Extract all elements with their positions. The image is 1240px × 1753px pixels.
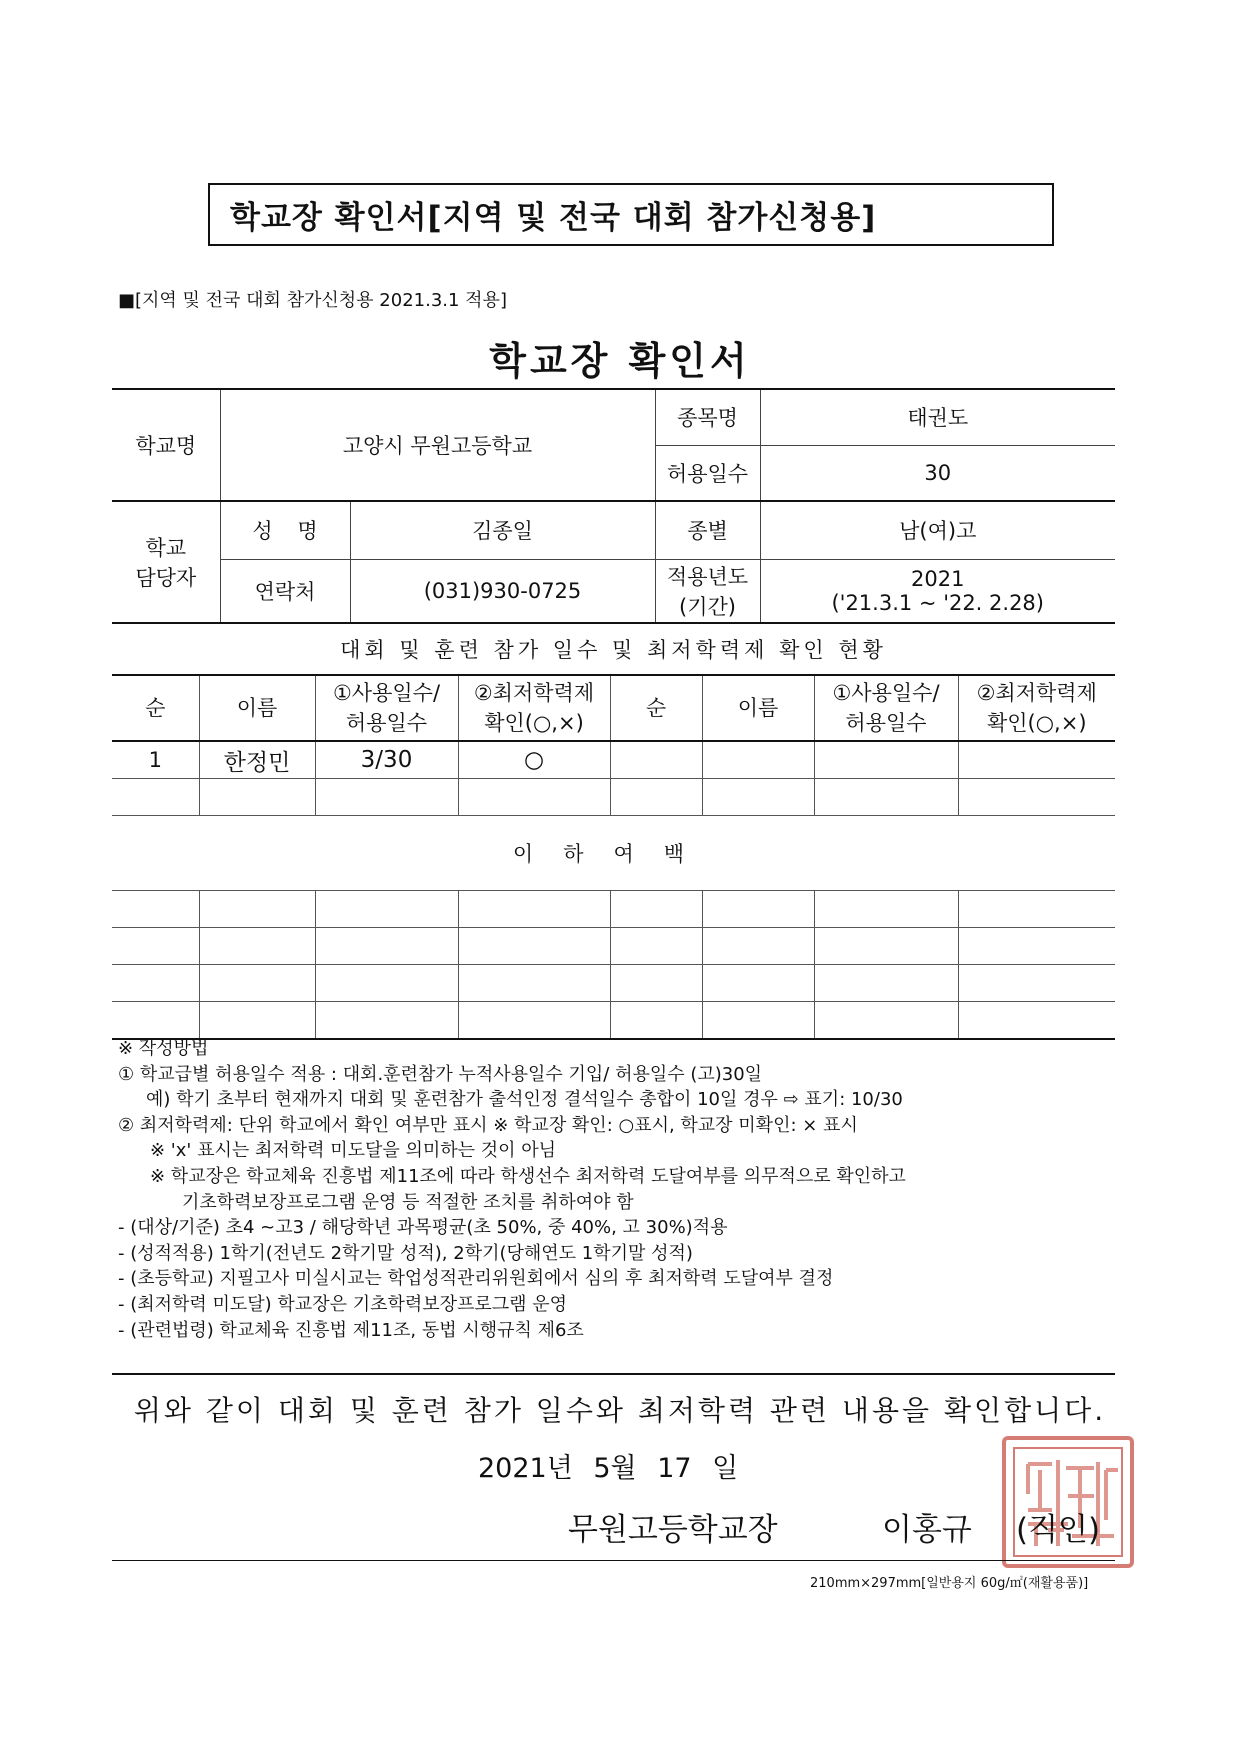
header-used <box>315 675 458 741</box>
table-row <box>112 779 1115 816</box>
phone-value: (031)930-0725 <box>350 559 655 623</box>
header-min <box>458 675 610 741</box>
empty-cell <box>814 1002 958 1040</box>
contact-group-label-line2: 담당자 <box>135 566 197 590</box>
note-line: 기초학력보장프로그램 운영 등 적절한 조치를 취하여야 함 <box>182 1191 634 1213</box>
header-min-2-line2: 확인(○,×) <box>986 711 1087 735</box>
empty-cell <box>315 891 458 928</box>
header-min-line2: 확인(○,×) <box>484 711 584 735</box>
empty-cell <box>610 741 702 779</box>
header-name: 이름 <box>199 675 315 741</box>
empty-cell <box>458 1002 610 1040</box>
year-value <box>760 559 1115 623</box>
empty-cell <box>958 928 1115 965</box>
note-line: - (대상/기준) 초4 ~고3 / 해당학년 과목평균(초 50%, 중 40%, 고 30%)적용 <box>118 1217 728 1239</box>
contact-group-label <box>112 501 220 623</box>
row-min: ○ <box>458 741 610 779</box>
empty-cell <box>702 741 814 779</box>
header-no: 순 <box>112 675 199 741</box>
empty-cell <box>458 928 610 965</box>
empty-cell <box>112 1002 199 1040</box>
empty-cell <box>814 928 958 965</box>
type-label: 종별 <box>655 501 760 559</box>
writing-guide <box>118 1036 1118 1343</box>
note-line: ① 학교급별 허용일수 적용 : 대회.훈련참가 누적사용일수 기입/ 허용일수 (고)30일 <box>118 1063 763 1085</box>
name-label: 성 명 <box>220 501 350 559</box>
empty-cell <box>702 928 814 965</box>
empty-cell <box>958 1002 1115 1040</box>
days-label: 허용일수 <box>655 445 760 501</box>
empty-cell <box>112 965 199 1002</box>
empty-cell <box>814 891 958 928</box>
contact-group-label-line1: 학교 <box>145 536 187 560</box>
participation-table <box>112 674 1115 1040</box>
empty-cell <box>702 1002 814 1040</box>
school-value: 고양시 무원고등학교 <box>220 389 655 501</box>
note-line: ※ 작성방법 <box>118 1038 209 1059</box>
empty-cell <box>199 1002 315 1040</box>
empty-cell <box>315 779 458 816</box>
blank-below-text: 이하여백 <box>112 816 1115 891</box>
empty-cell <box>199 965 315 1002</box>
document-box-title: 학교장 확인서[지역 및 전국 대회 참가신청용] <box>208 183 1054 246</box>
empty-cell <box>958 779 1115 816</box>
year-label-line2: (기간) <box>679 594 736 619</box>
empty-cell <box>958 891 1115 928</box>
divider <box>112 1560 1115 1561</box>
header-used-line1: ①사용일수/ <box>332 681 441 705</box>
header-min-2-line1: ②최저학력제 <box>976 681 1097 705</box>
divider <box>112 1373 1115 1375</box>
header-min-2 <box>958 675 1115 741</box>
empty-cell <box>702 891 814 928</box>
table-row <box>112 741 1115 779</box>
header-used-line2: 허용일수 <box>345 711 428 735</box>
row-name: 한정민 <box>199 741 315 779</box>
empty-cell <box>112 928 199 965</box>
info-table <box>112 388 1115 624</box>
empty-cell <box>199 891 315 928</box>
header-used-2-line1: ①사용일수/ <box>832 681 940 705</box>
header-name-2: 이름 <box>702 675 814 741</box>
section-title: 대회 및 훈련 참가 일수 및 최저학력제 확인 현황 <box>340 638 887 662</box>
empty-cell <box>814 965 958 1002</box>
empty-cell <box>610 965 702 1002</box>
seal-mark: (직인) <box>1016 1512 1101 1548</box>
empty-cell <box>702 965 814 1002</box>
event-label: 종목명 <box>655 389 760 445</box>
note-line: 예) 학기 초부터 현재까지 대회 및 훈련참가 출석인정 결석일수 총합이 10일 경우 ⇨ 표기: 10/30 <box>146 1089 903 1111</box>
phone-label: 연락처 <box>220 559 350 623</box>
empty-cell <box>610 928 702 965</box>
header-note: ■[지역 및 전국 대회 참가신청용 2021.3.1 적용] <box>118 290 507 311</box>
empty-cell <box>610 891 702 928</box>
note-line: ※ 'x' 표시는 최저학력 미도달을 의미하는 것이 아님 <box>150 1140 557 1162</box>
empty-cell <box>199 928 315 965</box>
note-line: - (초등학교) 지필고사 미실시교는 학업성적관리위원회에서 심의 후 최저학력 도달여부 결정 <box>118 1268 834 1290</box>
year-value-line2: ('21.3.1 ~ '22. 2.28) <box>831 590 1044 615</box>
header-used-2 <box>814 675 958 741</box>
table-row <box>112 891 1115 928</box>
note-line: ② 최저학력제: 단위 학교에서 확인 여부만 표시 ※ 학교장 확인: ○표시, 학교장 미확인: × 표시 <box>118 1114 858 1136</box>
table-row <box>112 965 1115 1002</box>
row-no: 1 <box>112 741 199 779</box>
principal-name: 이홍규 <box>882 1512 972 1548</box>
empty-cell <box>315 965 458 1002</box>
empty-cell <box>958 965 1115 1002</box>
note-line: ※ 학교장은 학교체육 진흥법 제11조에 따라 학생선수 최저학력 도달여부를 의무적으로 확인하고 <box>150 1165 906 1187</box>
paper-spec-footer: 210mm×297mm[일반용지 60g/㎡(재활용품)] <box>810 1576 1089 1591</box>
header-used-2-line2: 허용일수 <box>845 711 927 735</box>
empty-cell <box>315 928 458 965</box>
empty-cell <box>112 891 199 928</box>
empty-cell <box>458 891 610 928</box>
event-value: 태권도 <box>760 389 1115 445</box>
empty-cell <box>702 779 814 816</box>
empty-cell <box>814 741 958 779</box>
header-min-line1: ②최저학력제 <box>473 681 595 705</box>
days-value: 30 <box>760 445 1115 501</box>
empty-cell <box>315 1002 458 1040</box>
year-label <box>655 559 760 623</box>
year-value-line1: 2021 <box>911 566 965 591</box>
empty-cell <box>958 741 1115 779</box>
empty-cell <box>112 779 199 816</box>
header-no-2: 순 <box>610 675 702 741</box>
empty-cell <box>458 965 610 1002</box>
school-label: 학교명 <box>112 389 220 501</box>
confirmation-text: 위와 같이 대회 및 훈련 참가 일수와 최저학력 관련 내용을 확인합니다. <box>133 1394 1107 1427</box>
row-used: 3/30 <box>315 741 458 779</box>
empty-cell <box>458 779 610 816</box>
note-line: - (성적적용) 1학기(전년도 2학기말 성적), 2학기(당해연도 1학기말 성적) <box>118 1242 693 1264</box>
year-label-line1: 적용년도 <box>666 564 749 589</box>
type-value: 남(여)고 <box>760 501 1115 559</box>
signer-title: 무원고등학교장 <box>568 1512 778 1548</box>
empty-cell <box>610 779 702 816</box>
name-value: 김종일 <box>350 501 655 559</box>
note-line: - (최저학력 미도달) 학교장은 기초학력보장프로그램 운영 <box>118 1293 568 1315</box>
empty-cell <box>610 1002 702 1040</box>
document-title: 학교장 확인서 <box>489 339 751 383</box>
note-line: - (관련법령) 학교체육 진흥법 제11조, 동법 시행규칙 제6조 <box>118 1319 584 1341</box>
empty-cell <box>199 779 315 816</box>
table-row <box>112 1002 1115 1040</box>
empty-cell <box>814 779 958 816</box>
table-row <box>112 928 1115 965</box>
issue-date: 2021년 5월 17 일 <box>478 1453 739 1484</box>
